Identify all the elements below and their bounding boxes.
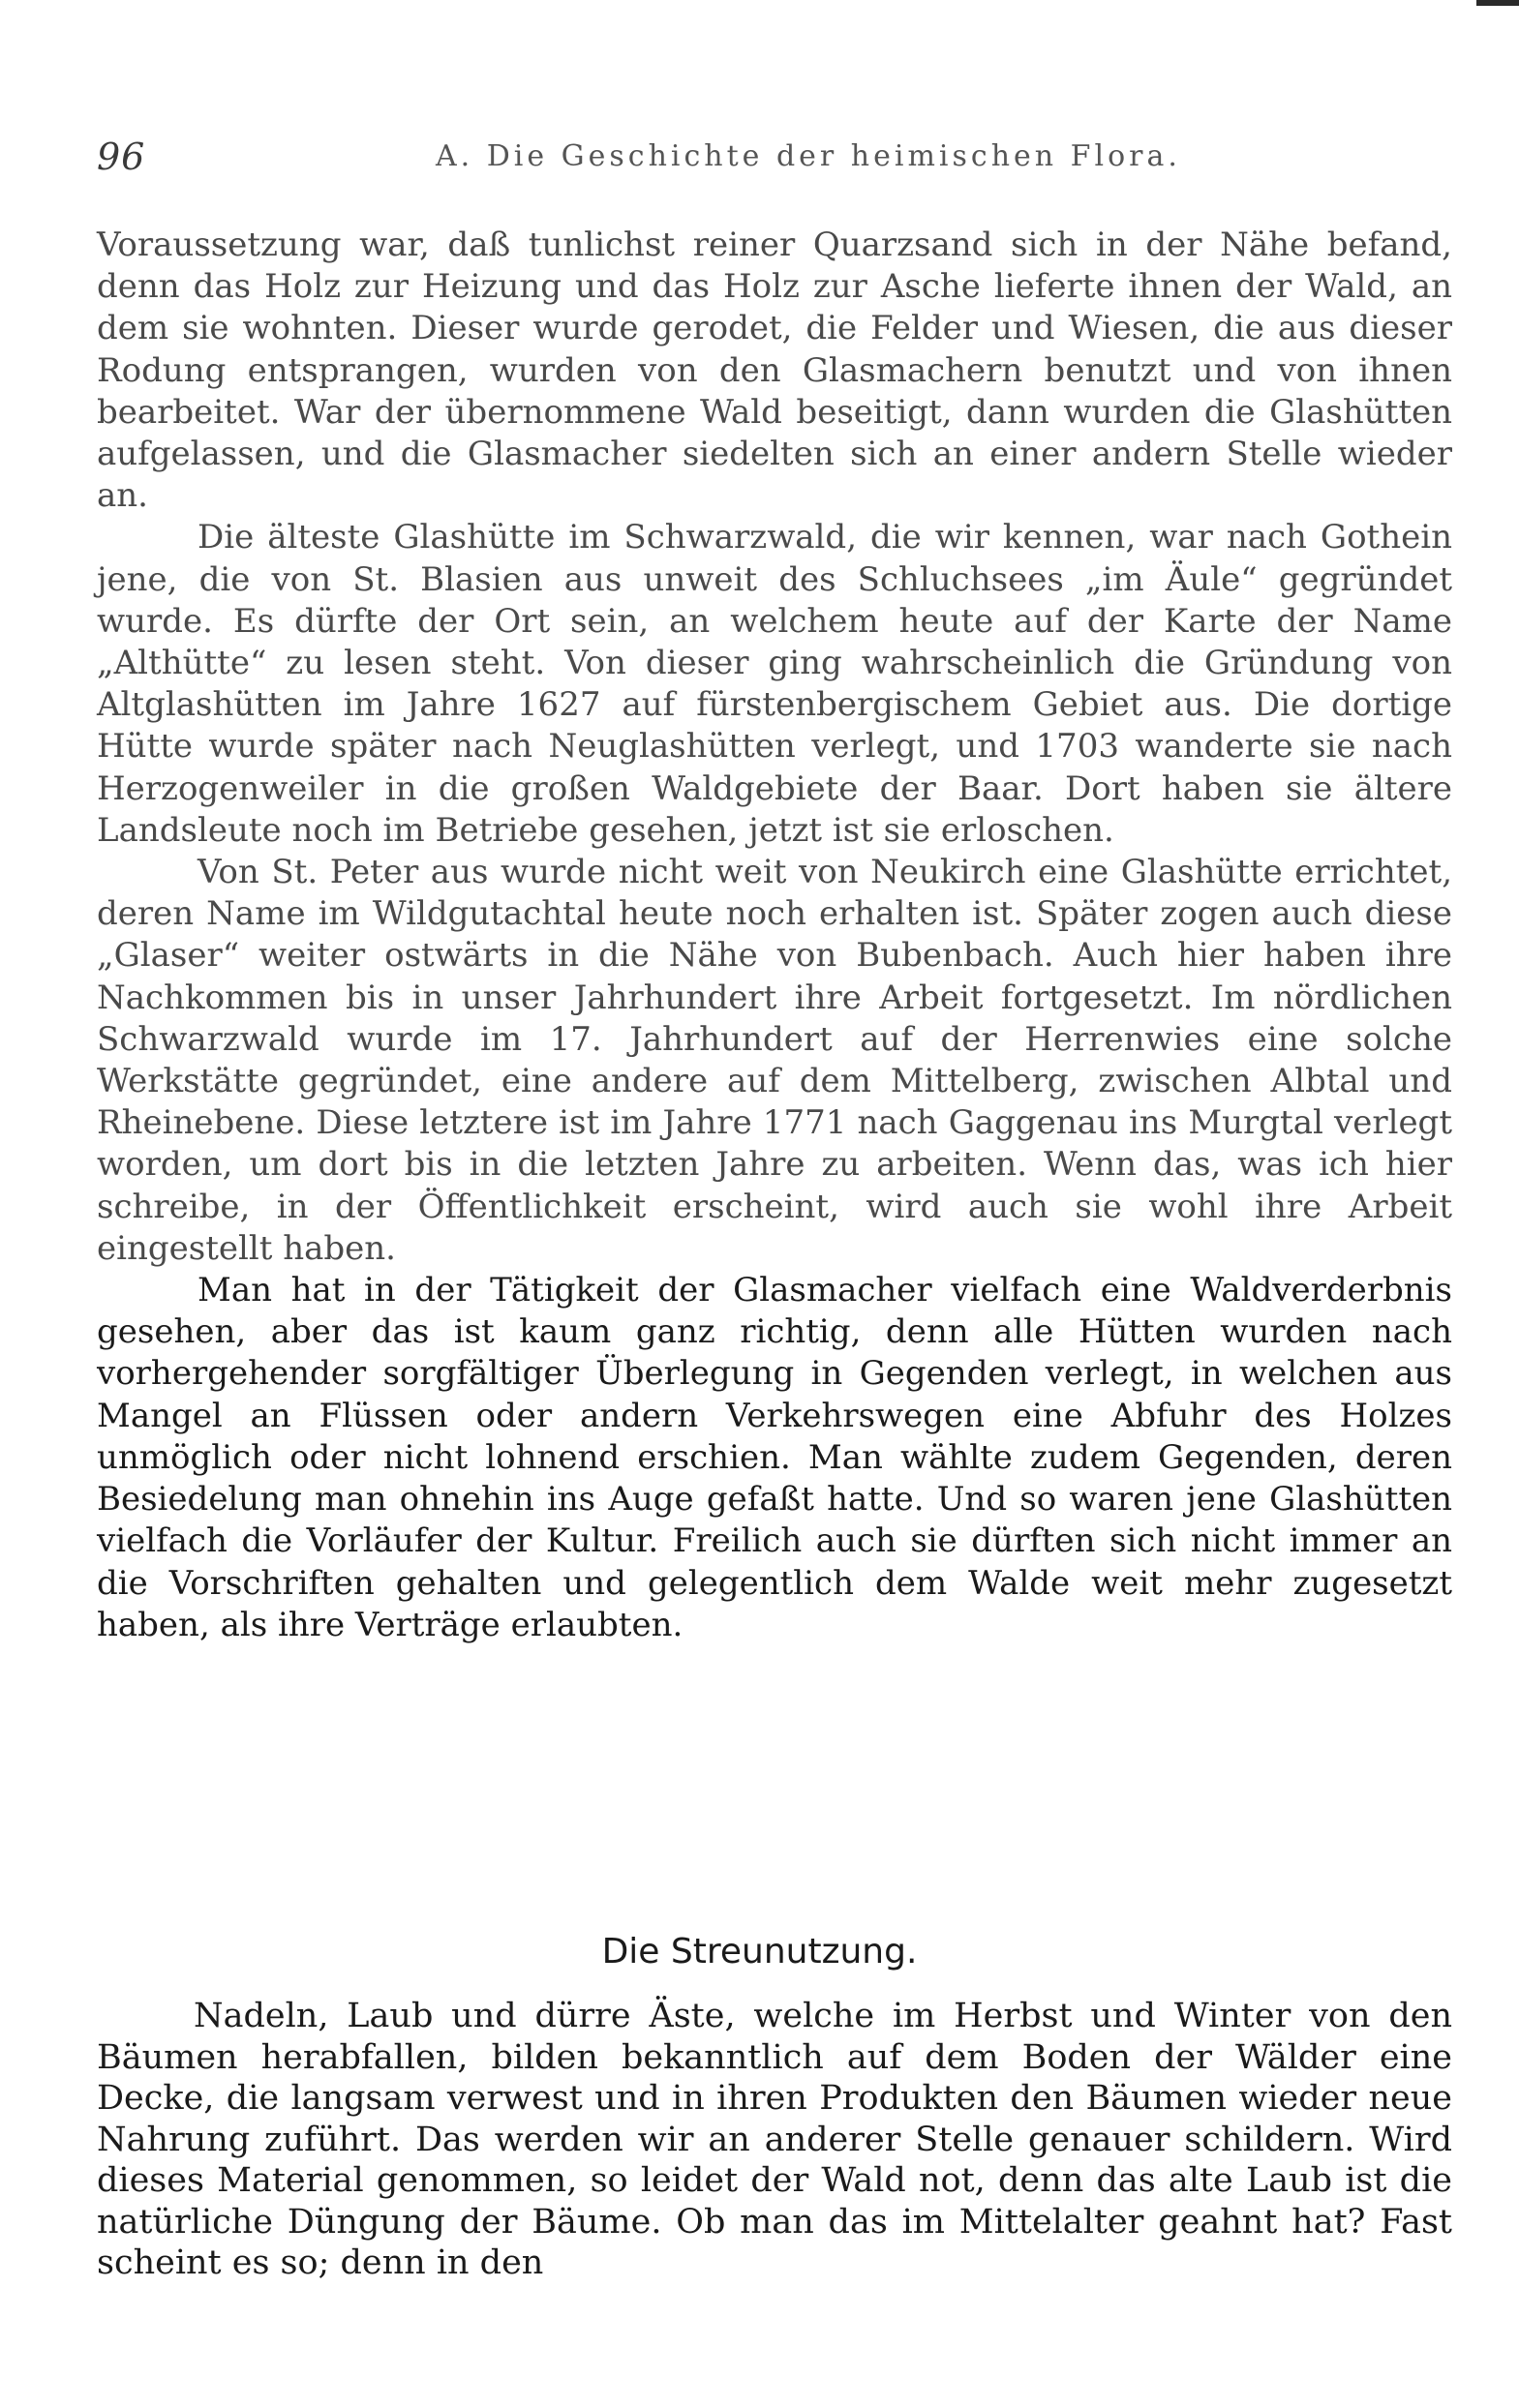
paragraph-3: Von St. Peter aus wurde nicht weit von Neukirch eine Glashütte errichtet, deren Name im Wildgutachtal heute noch erhalten ist. Später zogen auch diese „Glaser“ weiter ostwärts in die Nähe von Bubenbach. Auch hier haben ihre Nachkommen bis in unser Jahrhundert ihre Arbeit fortgesetzt. Im nördlichen Schwarzwald wurde im 17. Jahrhundert auf der Herrenwies eine solche Werkstätte gegründet, eine andere auf dem Mittelberg, zwischen Albtal und Rheinebene. Diese letztere ist im Jahre 1771 nach Gaggenau ins Murgtal verlegt worden, um dort bis in die letzten Jahre zu arbeiten. Wenn das, was ich hier schreibe, in der Öffentlichkeit erscheint, wird auch sie wohl ihre Arbeit eingestellt haben. (97, 853, 1452, 1268)
paragraph-1: Voraussetzung war, daß tunlichst reiner Quarzsand sich in der Nähe befand, denn das Holz zur Heizung und das Holz zur Asche lieferte ihnen der Wald, an dem sie wohnten. Dieser wurde gerodet, die Felder und Wiesen, die aus dieser Rodung entsprangen, wurden von den Glasmachern benutzt und von ihnen bearbeitet. War der übernommene Wald beseitigt, dann wurden die Glashütten aufgelassen, und die Glasmacher siedelten sich an einer andern Stelle wieder an. (97, 226, 1452, 516)
running-title: A. Die Geschichte der heimischen Flora. (436, 139, 1181, 173)
paragraph-2: Die älteste Glashütte im Schwarzwald, die wir kennen, war nach Gothein jene, die von St. Blasien aus unweit des Schluchsees „im Äule“ gegründet wurde. Es dürfte der Ort sein, an welchem heute auf der Karte der Name „Althütte“ zu lesen steht. Von dieser ging wahrscheinlich die Gründung von Altglashütten im Jahre 1627 auf fürstenbergischem Gebiet aus. Die dortige Hütte wurde später nach Neuglashütten verlegt, und 1703 wanderte sie nach Herzogenweiler in die großen Waldgebiete der Baar. Dort haben sie ältere Landsleute noch im Betriebe gesehen, jetzt ist sie erloschen. (97, 518, 1452, 850)
section-heading: Die Streunutzung. (601, 1932, 918, 1972)
main-text (97, 225, 1452, 1646)
section-text (97, 1996, 1452, 2284)
page-header (97, 135, 1452, 184)
section-paragraph: Nadeln, Laub und dürre Äste, welche im Herbst und Winter von den Bäumen herabfallen, bilden bekanntlich auf dem Boden der Wälder eine Decke, die langsam verwest und in ihren Produkten den Bäumen wieder neue Nahrung zuführt. Das werden wir an anderer Stelle genauer schildern. Wird dieses Material genommen, so leidet der Wald not, denn das alte Laub ist die natürliche Düngung der Bäume. Ob man das im Mittelalter geahnt hat? Fast scheint es so; denn in den (97, 1997, 1452, 2282)
page-number: 96 (97, 135, 146, 178)
scan-edge-mark (1476, 0, 1519, 6)
paragraph-4: Man hat in der Tätigkeit der Glasmacher vielfach eine Waldverderbnis gesehen, aber das ist kaum ganz richtig, denn alle Hütten wurden nach vorhergehender sorgfältiger Überlegung in Gegenden verlegt, in welchen aus Mangel an Flüssen oder andern Verkehrswegen eine Abfuhr des Holzes unmöglich oder nicht lohnend erschien. Man wählte zudem Gegenden, deren Besiedelung man ohnehin ins Auge gefaßt hatte. Und so waren jene Glashütten vielfach die Vorläufer der Kultur. Freilich auch sie dürften sich nicht immer an die Vorschriften gehalten und gelegentlich dem Walde weit mehr zugesetzt haben, als ihre Verträge erlaubten. (97, 1271, 1452, 1644)
